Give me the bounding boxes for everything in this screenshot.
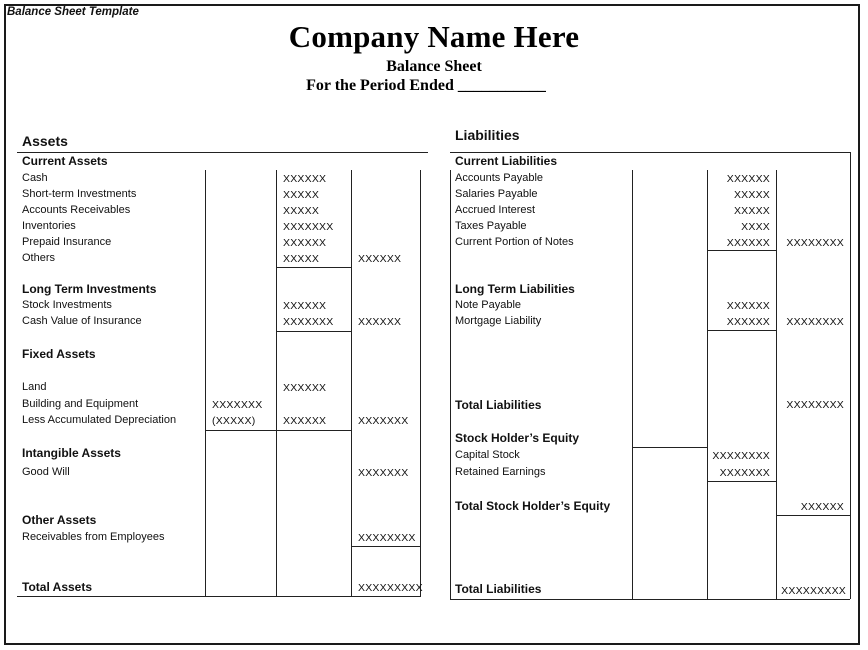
liability-row-total: XXXXXXXX [786, 237, 844, 249]
asset-row-total: XXXXXXXX [358, 532, 416, 544]
grand-total-value: XXXXXXXXX [781, 585, 846, 597]
assets-bottom-rule [17, 596, 421, 597]
liabilities-col-line [632, 170, 633, 599]
total-liabilities-label: Total Liabilities [455, 398, 542, 412]
asset-row-amount: XXXXX [283, 205, 320, 217]
company-name: Company Name Here [288, 19, 580, 54]
liability-row-amount: XXXX [741, 221, 770, 233]
liability-row-label: Taxes Payable [455, 220, 527, 232]
asset-row-label: Prepaid Insurance [22, 236, 112, 248]
asset-row-sub: XXXXXXX [212, 399, 263, 411]
equity-row-label: Retained Earnings [455, 466, 546, 478]
total-equity-label: Total Stock Holder’s Equity [455, 499, 611, 513]
asset-row-label: Cash [22, 172, 48, 184]
subtotal-underline [205, 430, 351, 431]
asset-row-amount: XXXXX [283, 253, 320, 265]
total-liabilities-value: XXXXXXXX [786, 399, 844, 411]
intangible-assets-heading: Intangible Assets [22, 446, 121, 460]
liability-row-label: Current Portion of Notes [455, 236, 574, 248]
liability-row-label: Note Payable [455, 299, 522, 311]
liability-row-label: Accrued Interest [455, 204, 536, 216]
assets-title: Assets [22, 133, 68, 149]
total-assets-value: XXXXXXXXX [358, 582, 423, 594]
equity-row-label: Capital Stock [455, 449, 520, 461]
asset-row-amount: XXXXXXX [283, 316, 334, 328]
liability-row-total: XXXXXXXX [786, 316, 844, 328]
asset-row-total: XXXXXXX [358, 415, 409, 427]
current-liabilities-heading: Current Liabilities [455, 154, 558, 168]
liability-row-amount: XXXXX [733, 189, 770, 201]
liability-row-amount: XXXXXX [726, 173, 770, 185]
asset-row-label: Less Accumulated Depreciation [22, 414, 177, 426]
assets-col-line [351, 170, 352, 596]
subtotal-underline [351, 546, 421, 547]
long-term-investments-heading: Long Term Investments [22, 282, 157, 296]
liabilities-col-line [450, 170, 451, 599]
asset-row-total: XXXXXX [358, 253, 402, 265]
liability-row-amount: XXXXXX [726, 300, 770, 312]
total-assets-label: Total Assets [22, 580, 93, 594]
assets-col-line [420, 170, 421, 596]
assets-col-line [276, 170, 277, 596]
subtotal-underline [632, 447, 707, 448]
asset-row-amount: XXXXXX [283, 173, 327, 185]
asset-row-amount: XXXXXX [283, 237, 327, 249]
asset-row-total: XXXXXXX [358, 467, 409, 479]
subtotal-underline [707, 250, 776, 251]
current-assets-heading: Current Assets [22, 154, 108, 168]
other-assets-heading: Other Assets [22, 513, 97, 527]
subtotal-underline [776, 515, 850, 516]
liability-row-label: Salaries Payable [455, 188, 538, 200]
asset-row-label: Accounts Receivables [22, 204, 131, 216]
asset-row-label: Stock Investments [22, 299, 112, 311]
liabilities-bottom-rule [450, 599, 850, 600]
asset-row-label: Short-term Investments [22, 188, 137, 200]
liability-row-amount: XXXXXX [726, 316, 770, 328]
subtotal-underline [707, 330, 776, 331]
liabilities-title: Liabilities [455, 127, 520, 143]
asset-row-amount: XXXXXX [283, 415, 327, 427]
grand-total-label: Total Liabilities [455, 582, 542, 596]
subtotal-underline [276, 267, 351, 268]
liabilities-col-line [707, 170, 708, 599]
liability-row-amount: XXXXXX [726, 237, 770, 249]
subtotal-underline [276, 331, 351, 332]
asset-row-label: Good Will [22, 466, 70, 478]
asset-row-amount: XXXXX [283, 189, 320, 201]
subtotal-underline [707, 481, 776, 482]
asset-row-label: Receivables from Employees [22, 531, 165, 543]
equity-row-amount: XXXXXXXX [712, 450, 770, 462]
asset-row-amount: XXXXXX [283, 382, 327, 394]
fixed-assets-heading: Fixed Assets [22, 347, 96, 361]
asset-row-label: Land [22, 381, 47, 393]
asset-row-label: Cash Value of Insurance [22, 315, 142, 327]
asset-row-total: XXXXXX [358, 316, 402, 328]
asset-row-amount: XXXXXXX [283, 221, 334, 233]
asset-row-label: Others [22, 252, 56, 264]
liability-row-amount: XXXXX [733, 205, 770, 217]
asset-row-sub: (XXXXX) [212, 415, 256, 427]
liability-row-label: Accounts Payable [455, 172, 544, 184]
assets-title-rule [17, 152, 428, 153]
asset-row-label: Inventories [22, 220, 76, 232]
liabilities-col-line [776, 170, 777, 599]
template-label: Balance Sheet Template [7, 6, 139, 18]
equity-heading: Stock Holder’s Equity [455, 431, 580, 445]
sheet-subtitle: Balance Sheet [386, 58, 482, 75]
asset-row-label: Building and Equipment [22, 398, 139, 410]
asset-row-amount: XXXXXX [283, 300, 327, 312]
liability-row-label: Mortgage Liability [455, 315, 542, 327]
long-term-liabilities-heading: Long Term Liabilities [455, 282, 575, 296]
assets-col-line [205, 170, 206, 596]
equity-row-amount: XXXXXXX [719, 467, 770, 479]
liabilities-col-line [850, 152, 851, 599]
period-line: For the Period Ended ___________ [306, 77, 546, 94]
liabilities-title-rule [450, 152, 850, 153]
total-equity-value: XXXXXX [800, 501, 844, 513]
